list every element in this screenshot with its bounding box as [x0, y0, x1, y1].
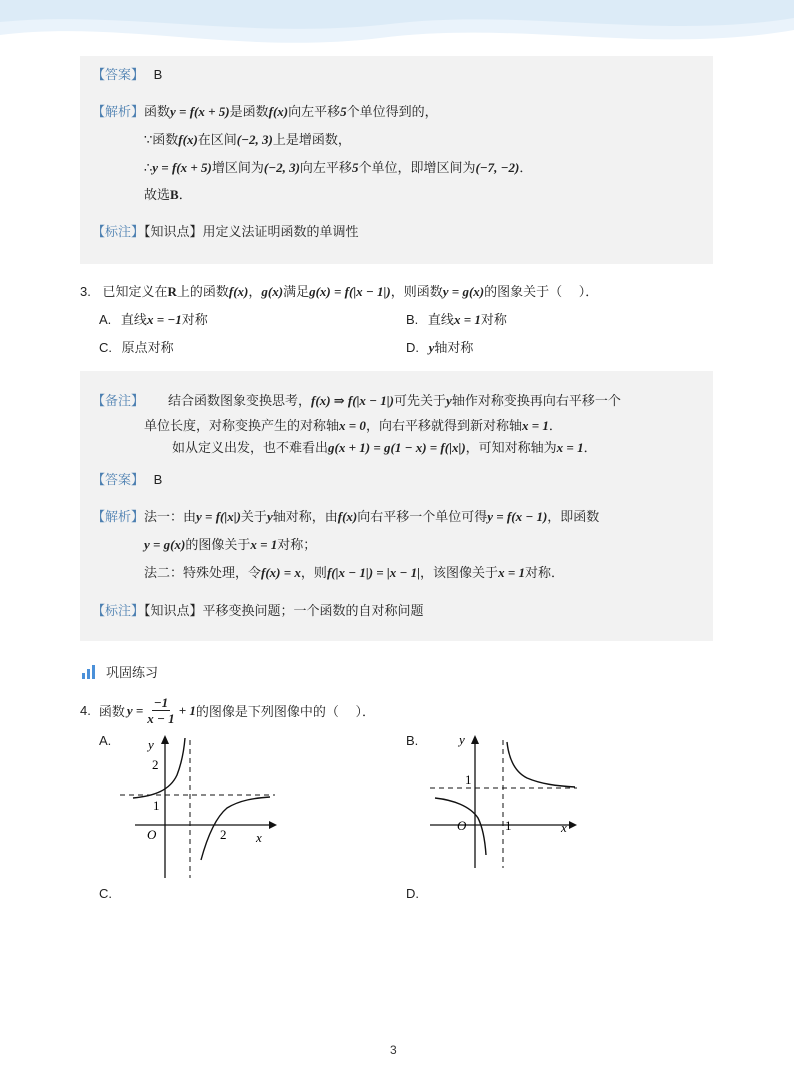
math: x = 1: [556, 440, 584, 455]
remark-line-2: [144, 415, 562, 434]
text: 向左平移: [299, 160, 352, 175]
text: 是函数: [229, 104, 269, 119]
text: ，向右平移就得到新对称轴: [365, 418, 522, 433]
note-text: 【知识点】用定义法证明函数的单调性: [144, 224, 359, 239]
text: 对称: [181, 312, 208, 327]
option-label: D.: [406, 340, 419, 355]
text: 增区间为: [211, 160, 264, 175]
section-header: [82, 662, 158, 681]
x-label: x: [256, 830, 262, 845]
math: f(x): [228, 284, 249, 299]
text: ，则: [300, 565, 327, 580]
origin-label: O: [457, 818, 467, 833]
text: ∴: [144, 160, 153, 175]
text: 个单位，即增区间为: [358, 160, 476, 175]
analysis-line-3: [144, 562, 564, 581]
text: 个单位得到的，: [346, 104, 438, 119]
math: y = f(x + 5): [152, 160, 212, 175]
math: 5: [340, 104, 347, 119]
math: f(x) = x: [261, 565, 301, 580]
option-b-label[interactable]: B.: [406, 733, 419, 748]
y-label: y: [459, 732, 465, 747]
math: y =: [126, 702, 144, 718]
graph-b[interactable]: [425, 730, 590, 875]
text: 在区间: [197, 132, 237, 147]
math: (−7, −2): [475, 160, 520, 175]
text: 直线: [427, 312, 454, 327]
x-arrow: [569, 821, 577, 829]
x-tick-2: 2: [220, 827, 227, 842]
text: 故选: [144, 187, 171, 202]
option-a[interactable]: [99, 309, 208, 328]
note-tag: 【标注】: [92, 224, 145, 239]
text: 对称；: [277, 537, 317, 552]
text: ．: [519, 160, 533, 175]
x-tick-1: 1: [505, 818, 512, 833]
math: (−2, 3): [236, 132, 273, 147]
text: 可先关于: [394, 393, 447, 408]
text: ，: [248, 284, 262, 299]
option-label: B.: [406, 312, 419, 327]
option-label: C.: [99, 340, 112, 355]
math: y = f(x + 5): [170, 104, 230, 119]
math: y = f(x − 1): [487, 509, 548, 524]
question-3-stem: [80, 281, 598, 300]
text: 的图像关于: [185, 537, 251, 552]
y-tick-1: 1: [153, 798, 160, 813]
analysis-line-3: [144, 157, 532, 176]
y-tick-2: 2: [152, 757, 159, 772]
text: 原点对称: [121, 340, 174, 355]
text: ，该图像关于: [420, 565, 499, 580]
text: 向左平移: [288, 104, 341, 119]
math: x = 1: [521, 418, 549, 433]
math: x = 0: [339, 418, 366, 433]
math: y = g(x): [442, 284, 485, 299]
text: 如从定义出发，也不难看出: [172, 440, 329, 455]
text: 轴对称，由: [272, 509, 338, 524]
page-number: 3: [390, 1043, 397, 1057]
analysis-line-4: [144, 184, 192, 203]
option-label: A.: [99, 312, 112, 327]
analysis-tag: 【解析】: [92, 104, 145, 119]
text: 函数: [144, 104, 171, 119]
curve-right: [507, 742, 575, 787]
text: 法二：特殊处理，令: [144, 565, 262, 580]
text: 函数: [98, 704, 125, 719]
y-arrow: [471, 735, 479, 744]
text: 关于: [240, 509, 267, 524]
math: + 1: [178, 702, 196, 718]
math: x = 1: [498, 565, 525, 580]
text: 的图象关于（ ）．: [484, 284, 599, 299]
section-title: 巩固练习: [106, 665, 159, 680]
option-d[interactable]: [406, 337, 473, 356]
note-text: 【知识点】平移变换问题；一个函数的自对称问题: [144, 603, 424, 618]
math: x = 1: [453, 312, 481, 327]
text: 法一：由: [144, 509, 197, 524]
text: 对称: [480, 312, 507, 327]
note-row: [92, 600, 424, 619]
text: ．: [178, 187, 192, 202]
question-number: 4.: [80, 703, 91, 718]
denominator: x − 1: [147, 711, 175, 726]
math: g(x): [261, 284, 284, 299]
y-arrow: [161, 735, 169, 744]
y-tick-1: 1: [465, 772, 472, 787]
remark-line-3: [172, 437, 597, 456]
answer-tag: 【答案】: [92, 472, 145, 487]
analysis-tag: 【解析】: [92, 509, 145, 524]
x-label: x: [561, 820, 567, 835]
question-number: 3.: [80, 284, 91, 299]
answer-value: B: [153, 67, 163, 82]
math: y: [446, 393, 452, 408]
analysis-line-2: [144, 129, 351, 148]
note-row: [92, 221, 359, 240]
header-wave-decoration: [0, 0, 794, 60]
curve-right: [201, 797, 270, 860]
text: ，即函数: [547, 509, 600, 524]
math: f(|x − 1|) = |x − 1|: [326, 565, 421, 580]
text: 轴对称: [434, 340, 474, 355]
text: ．: [583, 440, 597, 455]
text: ．: [548, 418, 562, 433]
option-d-label[interactable]: D.: [406, 886, 419, 901]
remark-tag: 【备注】: [92, 393, 145, 408]
question-4-stem: [80, 695, 375, 726]
text: 对称．: [524, 565, 564, 580]
math: f(x): [268, 104, 289, 119]
remark-line-1: [92, 390, 621, 409]
text: 上是增函数，: [272, 132, 351, 147]
text: 满足: [283, 284, 310, 299]
text: 结合函数图象变换思考，: [168, 393, 312, 408]
math: x = 1: [250, 537, 278, 552]
bar-chart-icon: [82, 665, 98, 679]
math: g(x) = f(|x − 1|): [309, 284, 391, 299]
y-label: y: [148, 737, 154, 752]
analysis-line-2: [144, 534, 316, 553]
math: B: [170, 187, 179, 202]
math: R: [167, 284, 177, 299]
text: 已知定义在: [102, 284, 168, 299]
text: 向右平移一个单位可得: [357, 509, 488, 524]
math: y: [428, 340, 435, 355]
option-c[interactable]: [99, 337, 174, 356]
math: (−2, 3): [263, 160, 300, 175]
text: ，则函数: [390, 284, 443, 299]
math: f(x): [337, 509, 358, 524]
option-c-label[interactable]: C.: [99, 886, 112, 901]
note-tag: 【标注】: [92, 603, 145, 618]
math: y: [266, 509, 273, 524]
text: 的图像是下列图像中的（ ）．: [195, 704, 375, 719]
math: y = g(x): [144, 537, 186, 552]
text: 轴作对称变换再向右平移一个: [451, 393, 621, 408]
answer-row: [92, 64, 162, 83]
math: f(x): [178, 132, 198, 147]
curve-left: [133, 738, 185, 798]
text: ∵函数: [144, 132, 179, 147]
math: f(x) ⇒ f(|x − 1|): [311, 393, 395, 408]
x-arrow: [269, 821, 277, 829]
option-b[interactable]: [406, 309, 507, 328]
solution-box-q2: [80, 56, 713, 264]
analysis-line-1: [92, 101, 438, 120]
solution-box-q3: [80, 371, 713, 641]
math: g(x + 1) = g(1 − x) = f(|x|): [328, 440, 466, 455]
math: y = f(|x|): [196, 509, 241, 524]
text: 直线: [120, 312, 147, 327]
math: x = −1: [146, 312, 182, 327]
text: ，可知对称轴为: [465, 440, 557, 455]
analysis-line-1: [92, 506, 599, 525]
numerator: −1: [153, 695, 169, 710]
text: 上的函数: [176, 284, 229, 299]
option-a-label[interactable]: A.: [99, 733, 112, 748]
math: 5: [351, 160, 359, 175]
origin-label: O: [147, 827, 157, 842]
answer-value: B: [153, 472, 163, 487]
answer-tag: 【答案】: [92, 67, 145, 82]
graph-a[interactable]: [115, 730, 285, 882]
fraction: [145, 695, 176, 726]
answer-row: [92, 469, 162, 488]
text: 单位长度，对称变换产生的对称轴: [144, 418, 340, 433]
